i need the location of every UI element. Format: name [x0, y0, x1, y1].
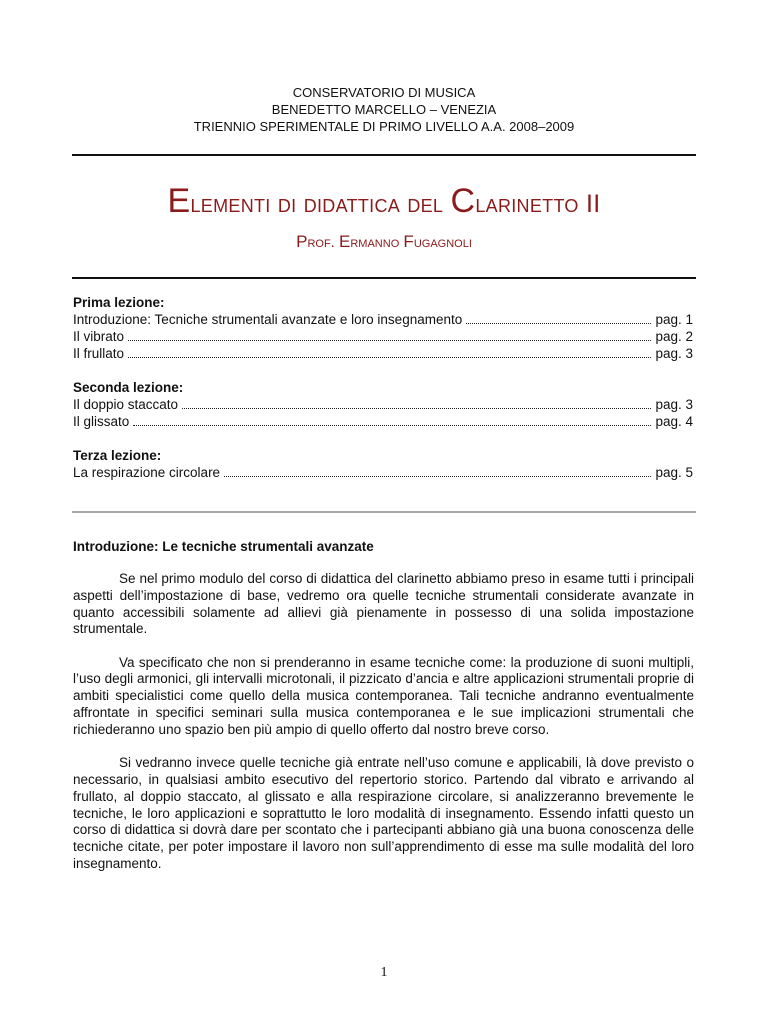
author-initial-3: F	[403, 232, 414, 251]
author-part-3: ugagnoli	[413, 234, 472, 251]
toc-divider	[72, 511, 696, 513]
toc-entry-label: Il vibrato	[73, 329, 125, 344]
toc-leader-dots	[128, 354, 651, 358]
toc-leader-dots	[466, 320, 651, 324]
toc-leader-dots	[128, 337, 651, 341]
document-title	[0, 182, 768, 220]
toc-section-title: Terza lezione:	[73, 448, 162, 463]
toc-section-title: Prima lezione:	[73, 295, 165, 310]
page-number: 1	[380, 965, 388, 980]
title-part-1: lementi di didattica del	[190, 190, 451, 218]
title-part-2: larinetto II	[475, 190, 601, 218]
toc-entry-page: pag. 3	[655, 397, 693, 412]
institution-header	[0, 84, 768, 135]
toc-entry-label: Il glissato	[73, 414, 130, 429]
toc-entry-label: Il frullato	[73, 346, 125, 361]
title-initial-2: C	[450, 182, 476, 220]
toc-leader-dots	[224, 473, 651, 477]
paragraph: Se nel primo modulo del corso di didattica del clarinetto abbiamo preso in esame tutti i principali aspetti dell’impostazione di base, vedremo ora quelle tecniche strumentali considerate avanzate in quanto accessibili solamente ad allievi già pienamente in possesso di una solida impostazione strumentale.	[73, 571, 694, 637]
toc-entry-page: pag. 5	[655, 465, 693, 480]
body-text	[73, 538, 694, 889]
toc-section-title: Seconda lezione:	[73, 380, 184, 395]
toc-spacer	[73, 430, 693, 447]
paragraph: Si vedranno invece quelle tecniche già entrate nell’uso comune e applicabili, là dove previsto o necessario, in qualsiasi ambito esecutivo del repertorio storico. Partendo dal vibrato e arrivando al frullato, al doppio staccato, al glissato e alla respirazione circolare, si analizzeranno brevemente le tecniche, le loro applicazioni e soprattutto le loro modalità di insegnamento. Essendo infatti questo un corso di didattica si dovrà dare per scontato che i partecipanti abbiano già una buona conoscenza delle tecniche citate, per poter impostare il lavoro non sull’apprendimento di esse ma sulle modalità del loro insegnamento.	[73, 755, 694, 871]
toc-entry[interactable]	[73, 311, 693, 328]
author-name	[0, 232, 768, 253]
section-heading: Introduzione: Le tecniche strumentali avanzate	[73, 539, 374, 554]
title-initial-1: E	[167, 182, 191, 220]
toc-entry-page: pag. 3	[655, 346, 693, 361]
table-of-contents	[73, 294, 693, 481]
toc-entry-label: Introduzione: Tecniche strumentali avanzate e loro insegnamento	[73, 312, 463, 327]
toc-leader-dots	[133, 422, 651, 426]
toc-entry[interactable]	[73, 396, 693, 413]
header-line-course: TRIENNIO SPERIMENTALE DI PRIMO LIVELLO A.A. 2008–2009	[193, 119, 575, 134]
top-divider	[72, 154, 696, 156]
toc-entry-page: pag. 1	[655, 312, 693, 327]
toc-leader-dots	[182, 405, 651, 409]
toc-entry[interactable]	[73, 464, 693, 481]
toc-entry[interactable]	[73, 345, 693, 362]
author-part-2: rmanno	[350, 234, 404, 251]
toc-entry[interactable]	[73, 413, 693, 430]
toc-entry[interactable]	[73, 328, 693, 345]
author-initial-2: E	[339, 232, 351, 251]
toc-entry-label: Il doppio staccato	[73, 397, 179, 412]
toc-entry-page: pag. 2	[655, 329, 693, 344]
header-line-institution: CONSERVATORIO DI MUSICA	[292, 85, 476, 100]
title-divider	[72, 277, 696, 279]
toc-entry-page: pag. 4	[655, 414, 693, 429]
author-initial-1: P	[296, 232, 308, 251]
paragraph: Va specificato che non si prenderanno in esame tecniche come: la produzione di suoni multipli, l’uso degli armonici, gli intervalli microtonali, il pizzicato d’ancia e altre applicazioni strumentali proprie di ambiti specialistici come quello della musica contemporanea. Tali tecniche andranno eventualmente affrontate in specifici seminari sulla musica contemporanea e le sue implicazioni strumentali che richiederanno uno spazio ben più ampio di quello offerto dal nostro breve corso.	[73, 654, 694, 737]
header-line-city: BENEDETTO MARCELLO – VENEZIA	[271, 102, 497, 117]
toc-spacer	[73, 362, 693, 379]
toc-entry-label: La respirazione circolare	[73, 465, 221, 480]
author-part-1: rof.	[307, 234, 340, 251]
